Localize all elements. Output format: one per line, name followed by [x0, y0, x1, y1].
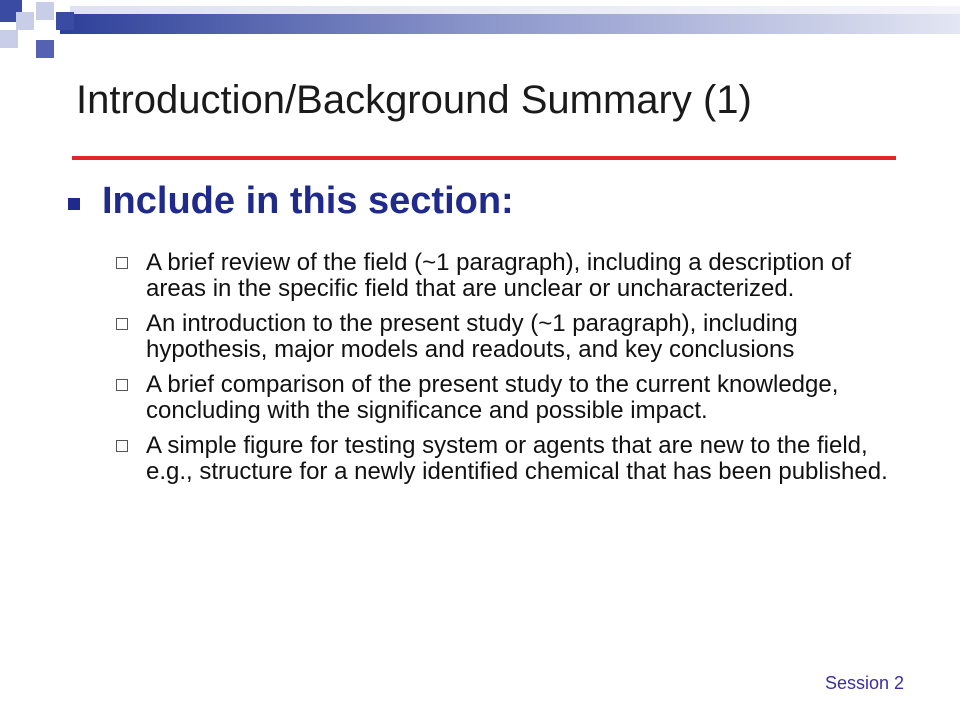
list-item: [116, 433, 916, 485]
list-item-text: A brief comparison of the present study to the current knowledge, concluding with the significance and possible impact.: [146, 371, 839, 424]
corner-decor-square: [36, 40, 54, 58]
list-item: [116, 311, 916, 363]
corner-decor-square: [56, 12, 74, 30]
hollow-square-bullet-icon: [116, 257, 128, 269]
corner-decor-square: [0, 30, 18, 48]
header-decor-bar-light: [70, 6, 960, 14]
list-item-text: An introduction to the present study (~1 paragraph), including hypothesis, major models and readouts, and key conclusions: [146, 310, 798, 363]
hollow-square-bullet-icon: [116, 318, 128, 330]
slide-title: Introduction/Background Summary (1): [76, 78, 752, 122]
list-item: [116, 372, 916, 424]
bullet-list: [116, 250, 916, 494]
hollow-square-bullet-icon: [116, 379, 128, 391]
square-bullet-icon: [68, 198, 80, 210]
list-item-text: A simple figure for testing system or agents that are new to the field, e.g., structure for a newly identified chemical that has been published.: [146, 432, 888, 485]
corner-decor-square: [36, 2, 54, 20]
list-item-text: A brief review of the field (~1 paragraph), including a description of areas in the specific field that are unclear or uncharacterized.: [146, 249, 852, 302]
title-underline-rule: [72, 156, 896, 160]
list-item: [116, 250, 916, 302]
section-heading-row: [68, 180, 514, 223]
corner-decor-square: [16, 12, 34, 30]
section-heading: Include in this section:: [102, 180, 514, 222]
header-decor-bar: [60, 14, 960, 34]
hollow-square-bullet-icon: [116, 440, 128, 452]
footer-session-label: Session 2: [824, 673, 904, 693]
